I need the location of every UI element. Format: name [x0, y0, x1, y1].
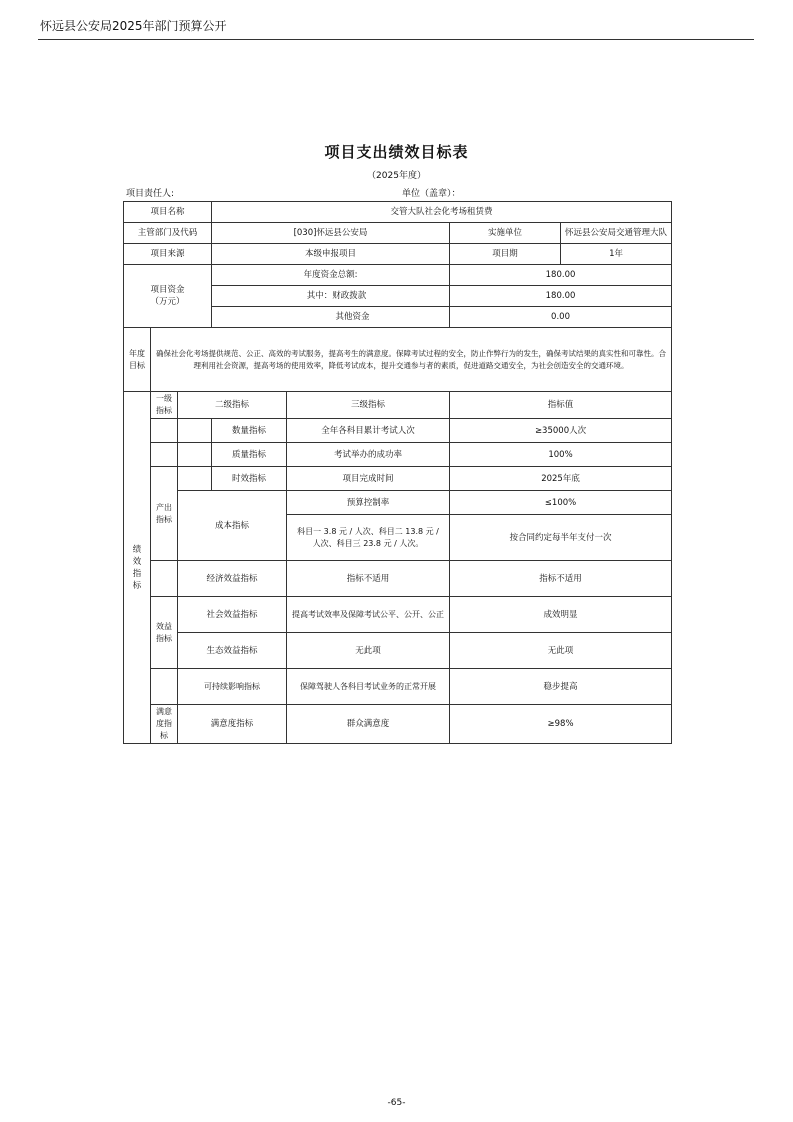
fiscal-funds-value: 180.00 — [450, 286, 672, 307]
document-year: （2025年度） — [367, 171, 426, 181]
source-label: 项目来源 — [124, 244, 212, 265]
level3-cell: 考试举办的成功率 — [287, 443, 450, 467]
funds-label-line1: 项目资金 — [150, 285, 185, 295]
value-cell: 按合同约定每半年支付一次 — [450, 515, 672, 561]
level3-cell: 保障驾驶人各科目考试业务的正常开展 — [287, 669, 450, 705]
project-name-label: 项目名称 — [124, 202, 212, 223]
row-annual-goal — [124, 328, 672, 392]
col-level1-header: 一级指标 — [151, 392, 178, 419]
benefit-indicators-label: 效益指标 — [151, 597, 178, 669]
total-funds-label: 年度资金总额: — [212, 265, 450, 286]
performance-table — [123, 201, 672, 744]
other-funds-label: 其他资金 — [212, 307, 450, 328]
level1-spacer — [151, 669, 178, 705]
row-column-headers — [124, 392, 672, 419]
level2-cell: 数量指标 — [212, 419, 287, 443]
level2-cell: 生态效益指标 — [178, 633, 287, 669]
value-cell: ≥98% — [450, 705, 672, 744]
level3-cell: 预算控制率 — [287, 491, 450, 515]
table-row — [124, 419, 672, 443]
level3-cell: 无此项 — [287, 633, 450, 669]
dept-value: [030]怀远县公安局 — [212, 223, 450, 244]
value-cell: 成效明显 — [450, 597, 672, 633]
unit-seal-label: 单位（盖章）： — [402, 189, 461, 199]
funds-label-line2: （万元） — [150, 297, 185, 307]
row-project-name — [124, 202, 672, 223]
table-row — [124, 669, 672, 705]
level3-cell: 项目完成时间 — [287, 467, 450, 491]
level1-spacer — [151, 443, 178, 467]
level3-cell: 提高考试效率及保障考试公平、公开、公正 — [287, 597, 450, 633]
level1-spacer — [151, 419, 178, 443]
funds-label — [124, 265, 212, 328]
level2-cell: 经济效益指标 — [178, 561, 287, 597]
level3-cell: 指标不适用 — [287, 561, 450, 597]
period-value: 1年 — [561, 244, 672, 265]
period-label: 项目期 — [450, 244, 561, 265]
value-cell: 无此项 — [450, 633, 672, 669]
table-row — [124, 705, 672, 744]
level2-cell: 满意度指标 — [178, 705, 287, 744]
impl-unit-value: 怀远县公安局交通管理大队 — [561, 223, 672, 244]
other-funds-value: 0.00 — [450, 307, 672, 328]
table-row — [124, 443, 672, 467]
value-cell: 2025年底 — [450, 467, 672, 491]
header-divider — [38, 39, 754, 40]
level2-cell: 可持续影响指标 — [178, 669, 287, 705]
level2-cell: 质量指标 — [212, 443, 287, 467]
level2-spacer — [178, 443, 212, 467]
value-cell: 指标不适用 — [450, 561, 672, 597]
dept-label: 主管部门及代码 — [124, 223, 212, 244]
level3-cell: 科目一 3.8 元 / 人次、科目二 13.8 元 / 人次、科目三 23.8 元 / 人次。 — [287, 515, 450, 561]
project-name-value: 交管大队社会化考场租赁费 — [212, 202, 672, 223]
row-funds-total — [124, 265, 672, 286]
table-row — [124, 467, 672, 491]
level3-cell: 全年各科目累计考试人次 — [287, 419, 450, 443]
level3-cell: 群众满意度 — [287, 705, 450, 744]
table-row — [124, 633, 672, 669]
col-level3-header: 三级指标 — [287, 392, 450, 419]
document-title: 项目支出绩效目标表 — [324, 143, 469, 161]
value-cell: ≥35000人次 — [450, 419, 672, 443]
row-department — [124, 223, 672, 244]
satisfaction-indicators-label: 满意度指标 — [151, 705, 178, 744]
level1-spacer — [151, 561, 178, 597]
value-cell: ≤100% — [450, 491, 672, 515]
responsible-label: 项目责任人: — [126, 189, 175, 199]
source-value: 本级申报项目 — [212, 244, 450, 265]
table-row — [124, 597, 672, 633]
level2-cell: 社会效益指标 — [178, 597, 287, 633]
level2-cell: 时效指标 — [212, 467, 287, 491]
col-level2-header: 二级指标 — [178, 392, 287, 419]
value-cell: 稳步提高 — [450, 669, 672, 705]
page-number: -65- — [387, 1098, 406, 1108]
output-indicators-label: 产出指标 — [151, 467, 178, 561]
performance-indicators-label: 绩效指标 — [124, 392, 151, 744]
table-row — [124, 561, 672, 597]
level2-spacer — [178, 419, 212, 443]
annual-goal-label: 年度目标 — [124, 328, 151, 392]
value-cell: 100% — [450, 443, 672, 467]
level2-spacer — [178, 467, 212, 491]
header-title: 怀远县公安局2025年部门预算公开 — [40, 19, 227, 33]
row-source — [124, 244, 672, 265]
level2-cell: 成本指标 — [178, 491, 287, 561]
fiscal-funds-label: 其中：财政拨款 — [212, 286, 450, 307]
impl-unit-label: 实施单位 — [450, 223, 561, 244]
annual-goal-text: 确保社会化考场提供规范、公正、高效的考试服务，提高考生的满意度。保障考试过程的安全，防止作弊行为的发生，确保考试结果的真实性和可靠性。合理利用社会资源，提高考场的使用效率，降低考试成本，提升交通参与者的素质，促进道路交通安全，为社会创造安全的交通环境。 — [151, 328, 672, 392]
table-row — [124, 491, 672, 515]
total-funds-value: 180.00 — [450, 265, 672, 286]
col-value-header: 指标值 — [450, 392, 672, 419]
